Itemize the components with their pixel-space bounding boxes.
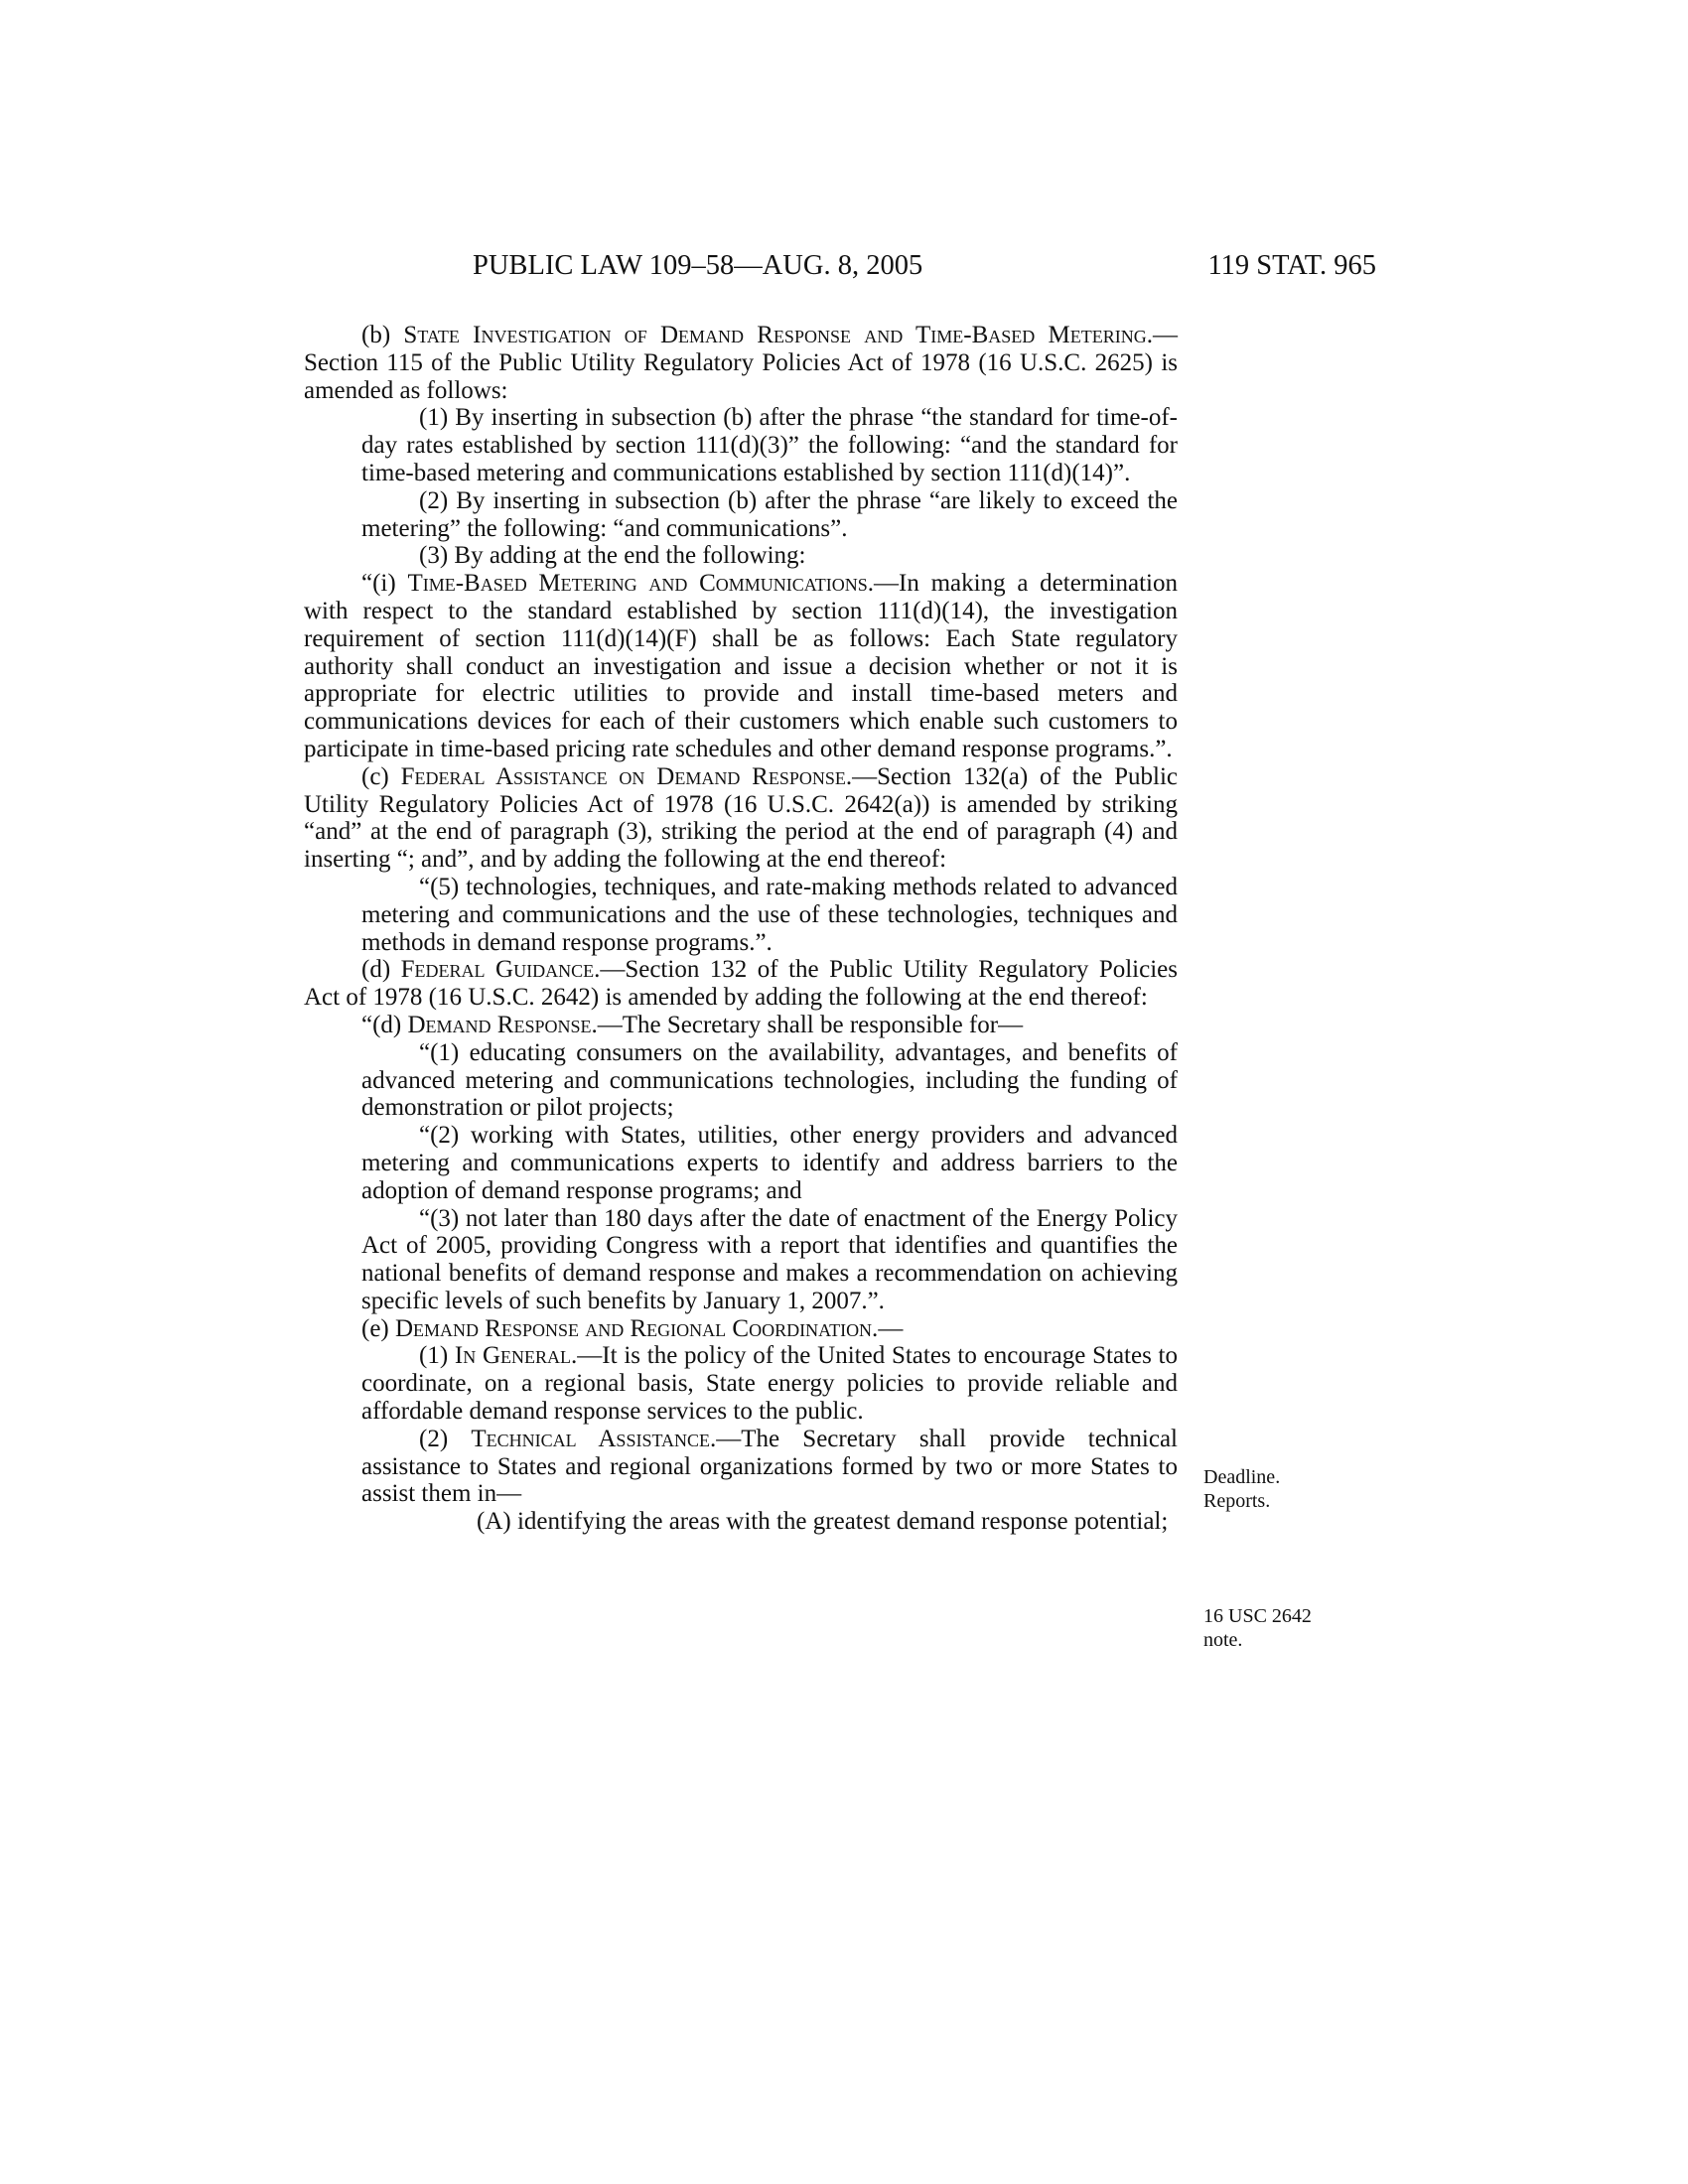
subsection-b-heading: State Investigation of Demand Response and Time-Based Metering. — [403, 322, 1154, 348]
subsection-c-text: —Section 132(a) of the Public Utility Regulatory Policies Act of 1978 (16 U.S.C. 2642(a)) is amended by striking “and” at the end of paragraph (3), striking the period at the end of paragraph (4) and inserting “; and”, and by adding the following at the end thereof: — [304, 762, 1178, 874]
paragraph-b-3: (3) By adding at the end the following: — [419, 542, 806, 570]
paragraph-b-2: (2) By inserting in subsection (b) after the phrase “are likely to exceed the metering” the following: “and communications”. — [361, 486, 1178, 542]
subsection-c-label: (c) — [361, 762, 389, 790]
inserted-subsection-i-text: —In making a determination with respect to the standard established by section 111(d)(14), the investigation requirement of section 111(d)(14)(F) shall be as follows: Each State regulatory authority shall conduct an investigation and issue a decision whether or not it is appropriate for electric utilities to provide and install time-based meters and communications devices for each of their customers which enable such customers to participate in time-based pricing rate schedules and other demand response programs.”. — [304, 570, 1178, 762]
margin-note-reports-label: Reports. — [1203, 1490, 1271, 1512]
inserted-subsection-d-text: —The Secretary shall be responsible for— — [597, 1011, 1024, 1038]
margin-note-usc-citation: 16 USC 2642 — [1203, 1605, 1312, 1627]
inserted-subsection-i-label: “(i) — [361, 570, 396, 598]
subsection-e-heading: Demand Response and Regional Coordination. — [395, 1314, 879, 1342]
body-text — [304, 322, 1178, 1536]
paragraph-e-2-label: (2) — [419, 1425, 449, 1452]
subsection-e — [304, 1315, 1178, 1343]
paragraph-e-1 — [304, 1342, 1178, 1425]
margin-note-usc-note: note. — [1203, 1629, 1243, 1651]
subsection-c-heading: Federal Assistance on Demand Response. — [400, 762, 853, 790]
inserted-subsection-d-heading: Demand Response. — [407, 1011, 598, 1038]
paragraph-e-1-heading: In General. — [454, 1342, 578, 1370]
subsection-d — [304, 956, 1178, 1012]
margin-note-deadline-label: Deadline. — [1203, 1466, 1281, 1488]
inserted-d-paragraph-1: “(1) educating consumers on the availability, advantages, and benefits of advanced metering and communications technologies, including the funding of demonstration or pilot projects; — [361, 1038, 1178, 1122]
inserted-paragraph-5: “(5) technologies, techniques, and rate-making methods related to advanced metering and communications and the use of these technologies, techniques and methods in demand response programs.”. — [361, 873, 1178, 956]
subsection-c — [304, 763, 1178, 874]
page-header-title: PUBLIC LAW 109–58—AUG. 8, 2005 — [473, 250, 923, 281]
subsection-b-label: (b) — [361, 322, 391, 348]
margin-note-deadline — [1203, 1465, 1280, 1513]
inserted-d-paragraph-3: “(3) not later than 180 days after the date of enactment of the Energy Policy Act of 2005, providing Congress with a report that identifies and quantifies the national benefits of demand response and makes a recommendation on achieving specific levels of such benefits by January 1, 2007.”. — [361, 1204, 1178, 1314]
inserted-subsection-i-heading: Time-Based Metering and Communications. — [407, 570, 875, 598]
inserted-subsection-d — [304, 1012, 1178, 1039]
subsection-d-label: (d) — [361, 956, 391, 984]
paragraph-e-2-heading: Technical Assistance. — [471, 1425, 717, 1452]
subsection-e-text: — — [878, 1314, 904, 1342]
paragraph-b-1: (1) By inserting in subsection (b) after the phrase “the standard for time-of-day rates established by section 111(d)(3)” the following: “and the standard for time-based metering and communications established by section 111(d)(14)”. — [361, 404, 1178, 486]
subsection-e-label: (e) — [361, 1314, 389, 1342]
page-number-stat: 119 STAT. 965 — [1207, 250, 1376, 281]
margin-note-usc — [1203, 1604, 1312, 1652]
paragraph-e-1-text: —It is the policy of the United States to encourage States to coordinate, on a regional basis, State energy policies to provide reliable and affordable demand response services to the public. — [361, 1342, 1179, 1426]
inserted-subsection-d-label: “(d) — [361, 1011, 402, 1038]
inserted-d-paragraph-2: “(2) working with States, utilities, other energy providers and advanced metering and communications experts to identify and address barriers to the adoption of demand response programs; and — [361, 1122, 1178, 1204]
subsection-b — [304, 322, 1178, 404]
inserted-subsection-i — [304, 570, 1178, 763]
paragraph-e-2 — [304, 1426, 1178, 1508]
subparagraph-e-2-a: (A) identifying the areas with the greatest demand response potential; — [477, 1508, 1169, 1536]
subsection-b-text: —Section 115 of the Public Utility Regulatory Policies Act of 1978 (16 U.S.C. 2625) is amended as follows: — [304, 322, 1179, 404]
paragraph-e-2-text: —The Secretary shall provide technical assistance to States and regional organizations formed by two or more States to assist them in— — [361, 1425, 1178, 1508]
running-head — [304, 250, 1376, 290]
subsection-d-heading: Federal Guidance. — [400, 956, 601, 984]
paragraph-e-1-label: (1) — [419, 1342, 449, 1370]
subsection-d-text: —Section 132 of the Public Utility Regulatory Policies Act of 1978 (16 U.S.C. 2642) is amended by adding the following at the end thereof: — [304, 956, 1178, 1012]
